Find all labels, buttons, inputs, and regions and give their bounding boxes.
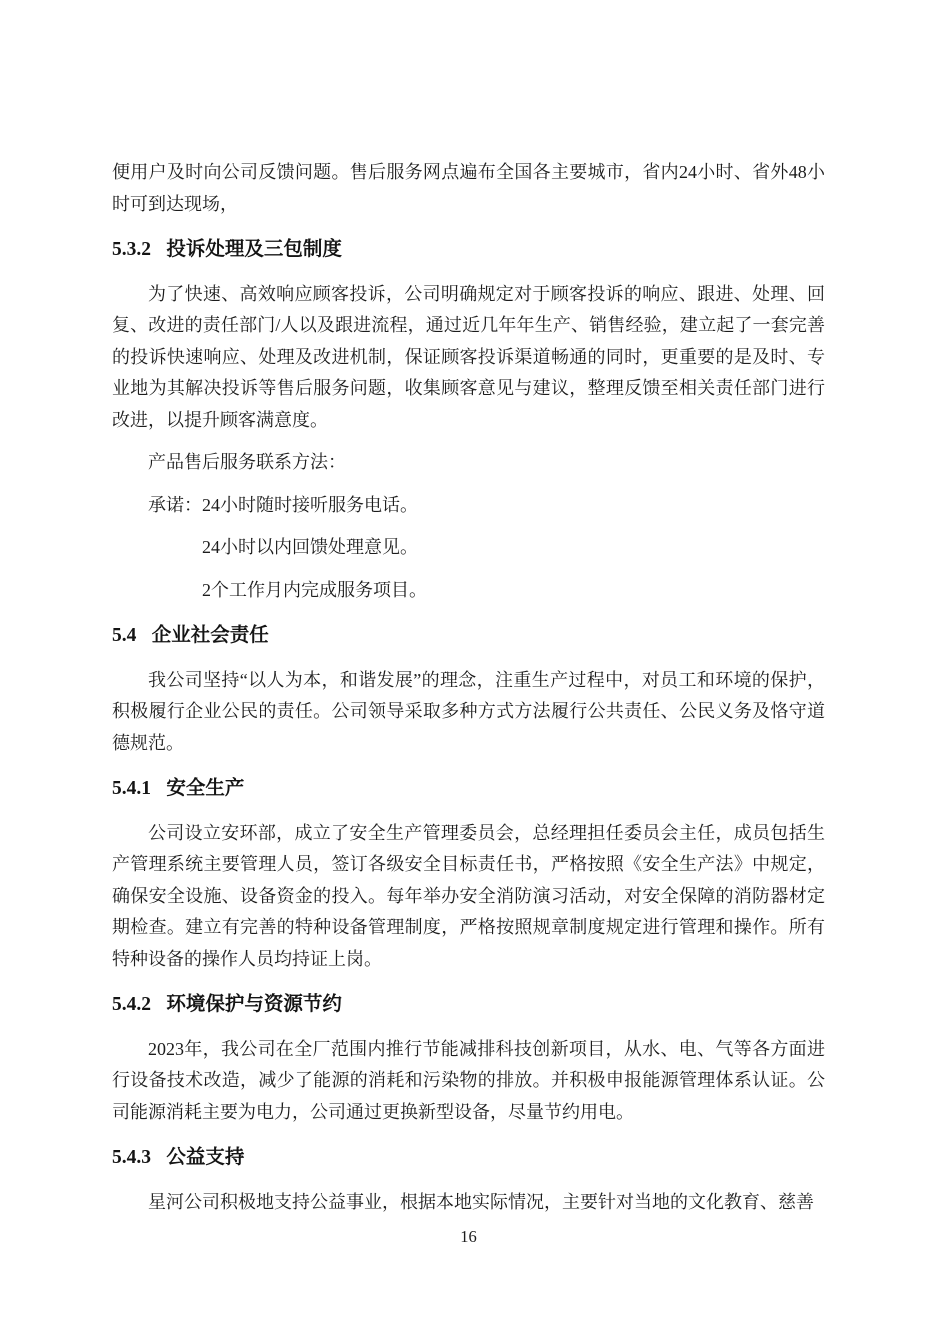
heading-5-4-3-title: 公益支持 (166, 1145, 245, 1168)
line-promise-feedback: 24小时以内回馈处理意见。 (202, 537, 418, 557)
heading-5-3-2-number: 5.3.2 (112, 238, 151, 260)
heading-5-4-number: 5.4 (112, 624, 137, 646)
heading-5-4-1 (112, 773, 825, 805)
page-number: 16 (460, 1227, 477, 1246)
heading-5-4-title: 企业社会责任 (151, 623, 269, 646)
heading-5-4-1-number: 5.4.1 (112, 777, 151, 799)
heading-5-4-3 (112, 1142, 825, 1174)
paragraph-after-sales-network: 便用户及时向公司反馈问题。售后服务网点遍布全国各主要城市，省内24小时、省外48小时可到达现场， (112, 162, 825, 214)
heading-5-4-2-title: 环境保护与资源节约 (166, 992, 342, 1015)
heading-5-4-2 (112, 989, 825, 1021)
paragraph-social-responsibility: 我公司坚持“以人为本，和谐发展”的理念，注重生产过程中，对员工和环境的保护，积极履行企业公民的责任。公司领导采取多种方式方法履行公共责任、公民义务及恪守道德规范。 (112, 669, 825, 753)
heading-5-4 (112, 620, 825, 652)
heading-5-3-2 (112, 234, 825, 266)
paragraph-environment-energy: 2023年，我公司在全厂范围内推行节能减排科技创新项目，从水、电、气等各方面进行设备技术改造，减少了能源的消耗和污染物的排放。并积极申报能源管理体系认证。公司能源消耗主要为电力，公司通过更换新型设备，尽量节约用电。 (112, 1038, 825, 1122)
heading-5-4-3-number: 5.4.3 (112, 1146, 151, 1168)
line-contact-method-label: 产品售后服务联系方法： (148, 452, 346, 472)
line-promise-completion: 2个工作月内完成服务项目。 (202, 579, 427, 600)
heading-5-3-2-title: 投诉处理及三包制度 (166, 237, 342, 260)
heading-5-4-2-number: 5.4.2 (112, 993, 151, 1015)
line-promise-phone: 承诺：24小时随时接听服务电话。 (148, 494, 418, 515)
paragraph-public-welfare: 星河公司积极地支持公益事业，根据本地实际情况，主要针对当地的文化教育、慈善 (148, 1191, 814, 1212)
paragraph-safety-production: 公司设立安环部，成立了安全生产管理委员会，总经理担任委员会主任，成员包括生产管理系统主要管理人员，签订各级安全目标责任书，严格按照《安全生产法》中规定，确保安全设施、设备资金的投入。每年举办安全消防演习活动，对安全保障的消防器材定期检查。建立有完善的特种设备管理制度，严格按照规章制度规定进行管理和操作。所有特种设备的操作人员均持证上岗。 (112, 822, 825, 969)
heading-5-4-1-title: 安全生产 (166, 776, 245, 799)
paragraph-complaint-handling: 为了快速、高效响应顾客投诉，公司明确规定对于顾客投诉的响应、跟进、处理、回复、改进的责任部门/人以及跟进流程，通过近几年年生产、销售经验，建立起了一套完善的投诉快速响应、处理及改进机制，保证顾客投诉渠道畅通的同时，更重要的是及时、专业地为其解决投诉等售后服务问题，收集顾客意见与建议，整理反馈至相关责任部门进行改进，以提升顾客满意度。 (112, 283, 825, 430)
